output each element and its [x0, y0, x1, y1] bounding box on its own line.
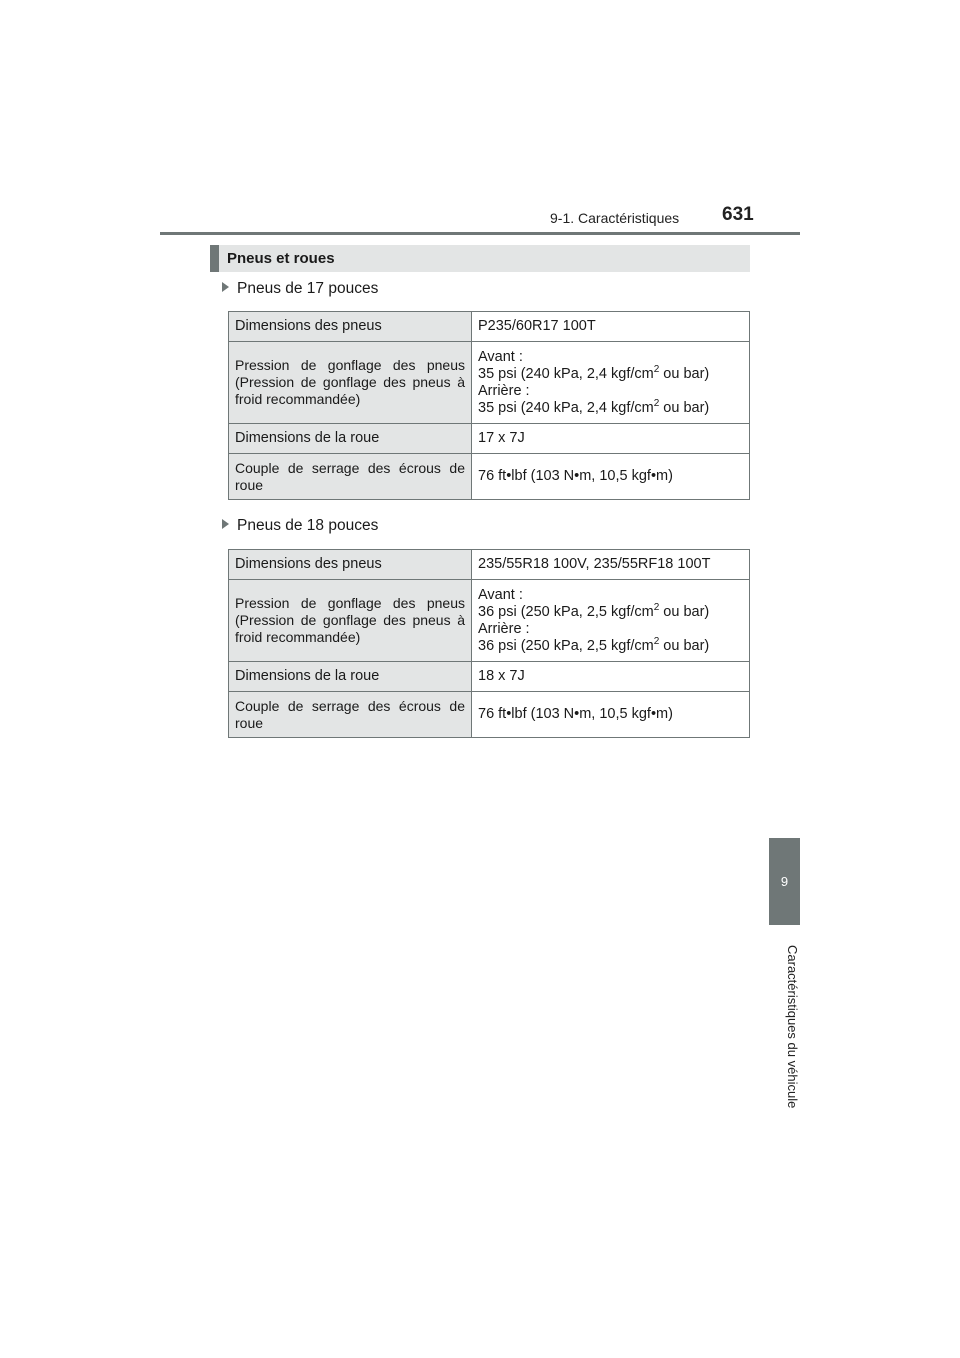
rear-value	[478, 635, 743, 655]
rear-value-a: 35 psi (240 kPa, 2,4 kgf/cm	[478, 399, 654, 416]
row-label: Dimensions des pneus	[229, 550, 472, 580]
table-row	[229, 662, 750, 692]
front-sup: 2	[653, 601, 660, 613]
row-value: 18 x 7J	[472, 662, 750, 692]
rear-sup: 2	[653, 635, 660, 647]
row-value: P235/60R17 100T	[472, 312, 750, 342]
arrow-right-icon	[222, 282, 229, 292]
rear-value-a: 36 psi (250 kPa, 2,5 kgf/cm	[478, 637, 654, 654]
rear-value-b: ou bar)	[659, 399, 710, 416]
row-label: Dimensions des pneus	[229, 312, 472, 342]
row-value: 235/55R18 100V, 235/55RF18 100T	[472, 550, 750, 580]
rear-value-b: ou bar)	[659, 637, 710, 654]
front-value	[478, 363, 743, 383]
front-label: Avant :	[478, 348, 523, 365]
row-label: Couple de serrage des écrous de roue	[229, 454, 472, 500]
front-value	[478, 601, 743, 621]
spec-table-17-inch	[228, 311, 750, 500]
subheading-18-inch	[222, 517, 378, 535]
rear-value	[478, 397, 743, 417]
chapter-number: 9	[780, 874, 789, 889]
row-value: 17 x 7J	[472, 424, 750, 454]
section-heading: Pneus et roues	[210, 245, 750, 272]
row-label: Dimensions de la roue	[229, 662, 472, 692]
front-label: Avant :	[478, 586, 523, 603]
section-label: 9-1. Caractéristiques	[550, 210, 680, 226]
table-row	[229, 454, 750, 500]
front-value-a: 35 psi (240 kPa, 2,4 kgf/cm	[478, 365, 654, 382]
page-number: 631	[722, 204, 754, 225]
front-value-b: ou bar)	[659, 365, 710, 382]
row-value: 76 ft•lbf (103 N•m, 10,5 kgf•m)	[472, 692, 750, 738]
table-row	[229, 580, 750, 662]
table-row	[229, 312, 750, 342]
arrow-right-icon	[222, 519, 229, 529]
chapter-tab[interactable]	[769, 838, 800, 925]
subheading-text: Pneus de 17 pouces	[237, 280, 379, 297]
row-value: 76 ft•lbf (103 N•m, 10,5 kgf•m)	[472, 454, 750, 500]
spec-table-18-inch	[228, 549, 750, 738]
subheading-17-inch	[222, 280, 378, 298]
table-row	[229, 342, 750, 424]
table-row	[229, 692, 750, 738]
header-rule	[160, 232, 800, 235]
row-label: Pression de gonflage des pneus (Pression de gonflage des pneus à froid recommandée)	[229, 342, 472, 424]
front-value-a: 36 psi (250 kPa, 2,5 kgf/cm	[478, 603, 654, 620]
rear-sup: 2	[653, 397, 660, 409]
chapter-title: Caractéristiques du véhicule	[785, 945, 800, 1109]
row-label: Couple de serrage des écrous de roue	[229, 692, 472, 738]
rear-label: Arrière :	[478, 382, 530, 399]
table-row	[229, 550, 750, 580]
subheading-text: Pneus de 18 pouces	[237, 517, 379, 534]
front-sup: 2	[653, 363, 660, 375]
table-row	[229, 424, 750, 454]
row-label: Dimensions de la roue	[229, 424, 472, 454]
row-value	[472, 580, 750, 662]
row-label: Pression de gonflage des pneus (Pression de gonflage des pneus à froid recommandée)	[229, 580, 472, 662]
row-value	[472, 342, 750, 424]
front-value-b: ou bar)	[659, 603, 710, 620]
rear-label: Arrière :	[478, 620, 530, 637]
